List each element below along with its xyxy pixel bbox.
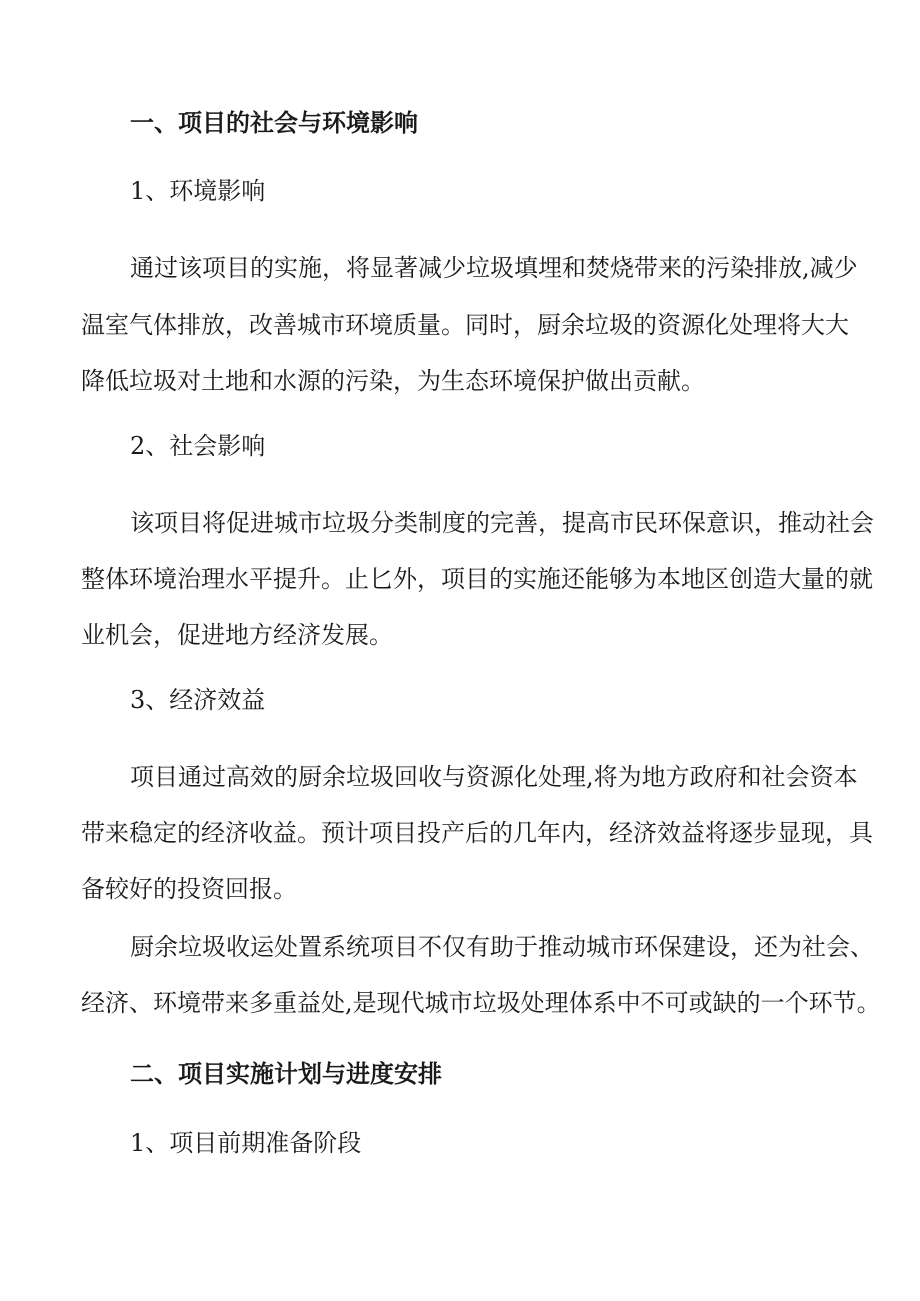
paragraph-line: 整体环境治理水平提升。止匕外，项目的实施还能够为本地区创造大量的就 <box>81 565 873 593</box>
paragraph-line: 厨余垃圾收运处置系统项目不仅有助于推动城市环保建设，还为社会、 <box>130 933 874 961</box>
section-title-2: 二、项目实施计划与进度安排 <box>130 1059 442 1088</box>
paragraph-line: 温室气体排放，改善城市环境质量。同时，厨余垃圾的资源化处理将大大 <box>81 311 849 339</box>
subheading-environment-impact: 1、环境影响 <box>130 177 266 205</box>
subheading-preparation-stage: 1、项目前期准备阶段 <box>130 1129 362 1157</box>
paragraph-line: 备较好的投资回报。 <box>81 875 297 903</box>
paragraph-line: 经济、环境带来多重益处,是现代城市垃圾处理体系中不可或缺的一个环节。 <box>81 989 881 1017</box>
subheading-economic-benefit: 3、经济效益 <box>130 686 266 714</box>
paragraph-line: 通过该项目的实施，将显著减少垃圾填埋和焚烧带来的污染排放,减少 <box>130 254 858 282</box>
subheading-social-impact: 2、社会影响 <box>130 432 266 460</box>
paragraph-line: 项目通过高效的厨余垃圾回收与资源化处理,将为地方政府和社会资本 <box>130 763 858 791</box>
section-title-1: 一、项目的社会与环境影响 <box>130 108 418 137</box>
paragraph-line: 降低垃圾对土地和水源的污染，为生态环境保护做出贡献。 <box>81 367 705 395</box>
paragraph-line: 该项目将促进城市垃圾分类制度的完善，提高市民环保意识，推动社会 <box>130 509 874 537</box>
paragraph-line: 业机会，促进地方经济发展。 <box>81 621 393 649</box>
paragraph-line: 带来稳定的经济收益。预计项目投产后的几年内，经济效益将逐步显现，具 <box>81 819 873 847</box>
